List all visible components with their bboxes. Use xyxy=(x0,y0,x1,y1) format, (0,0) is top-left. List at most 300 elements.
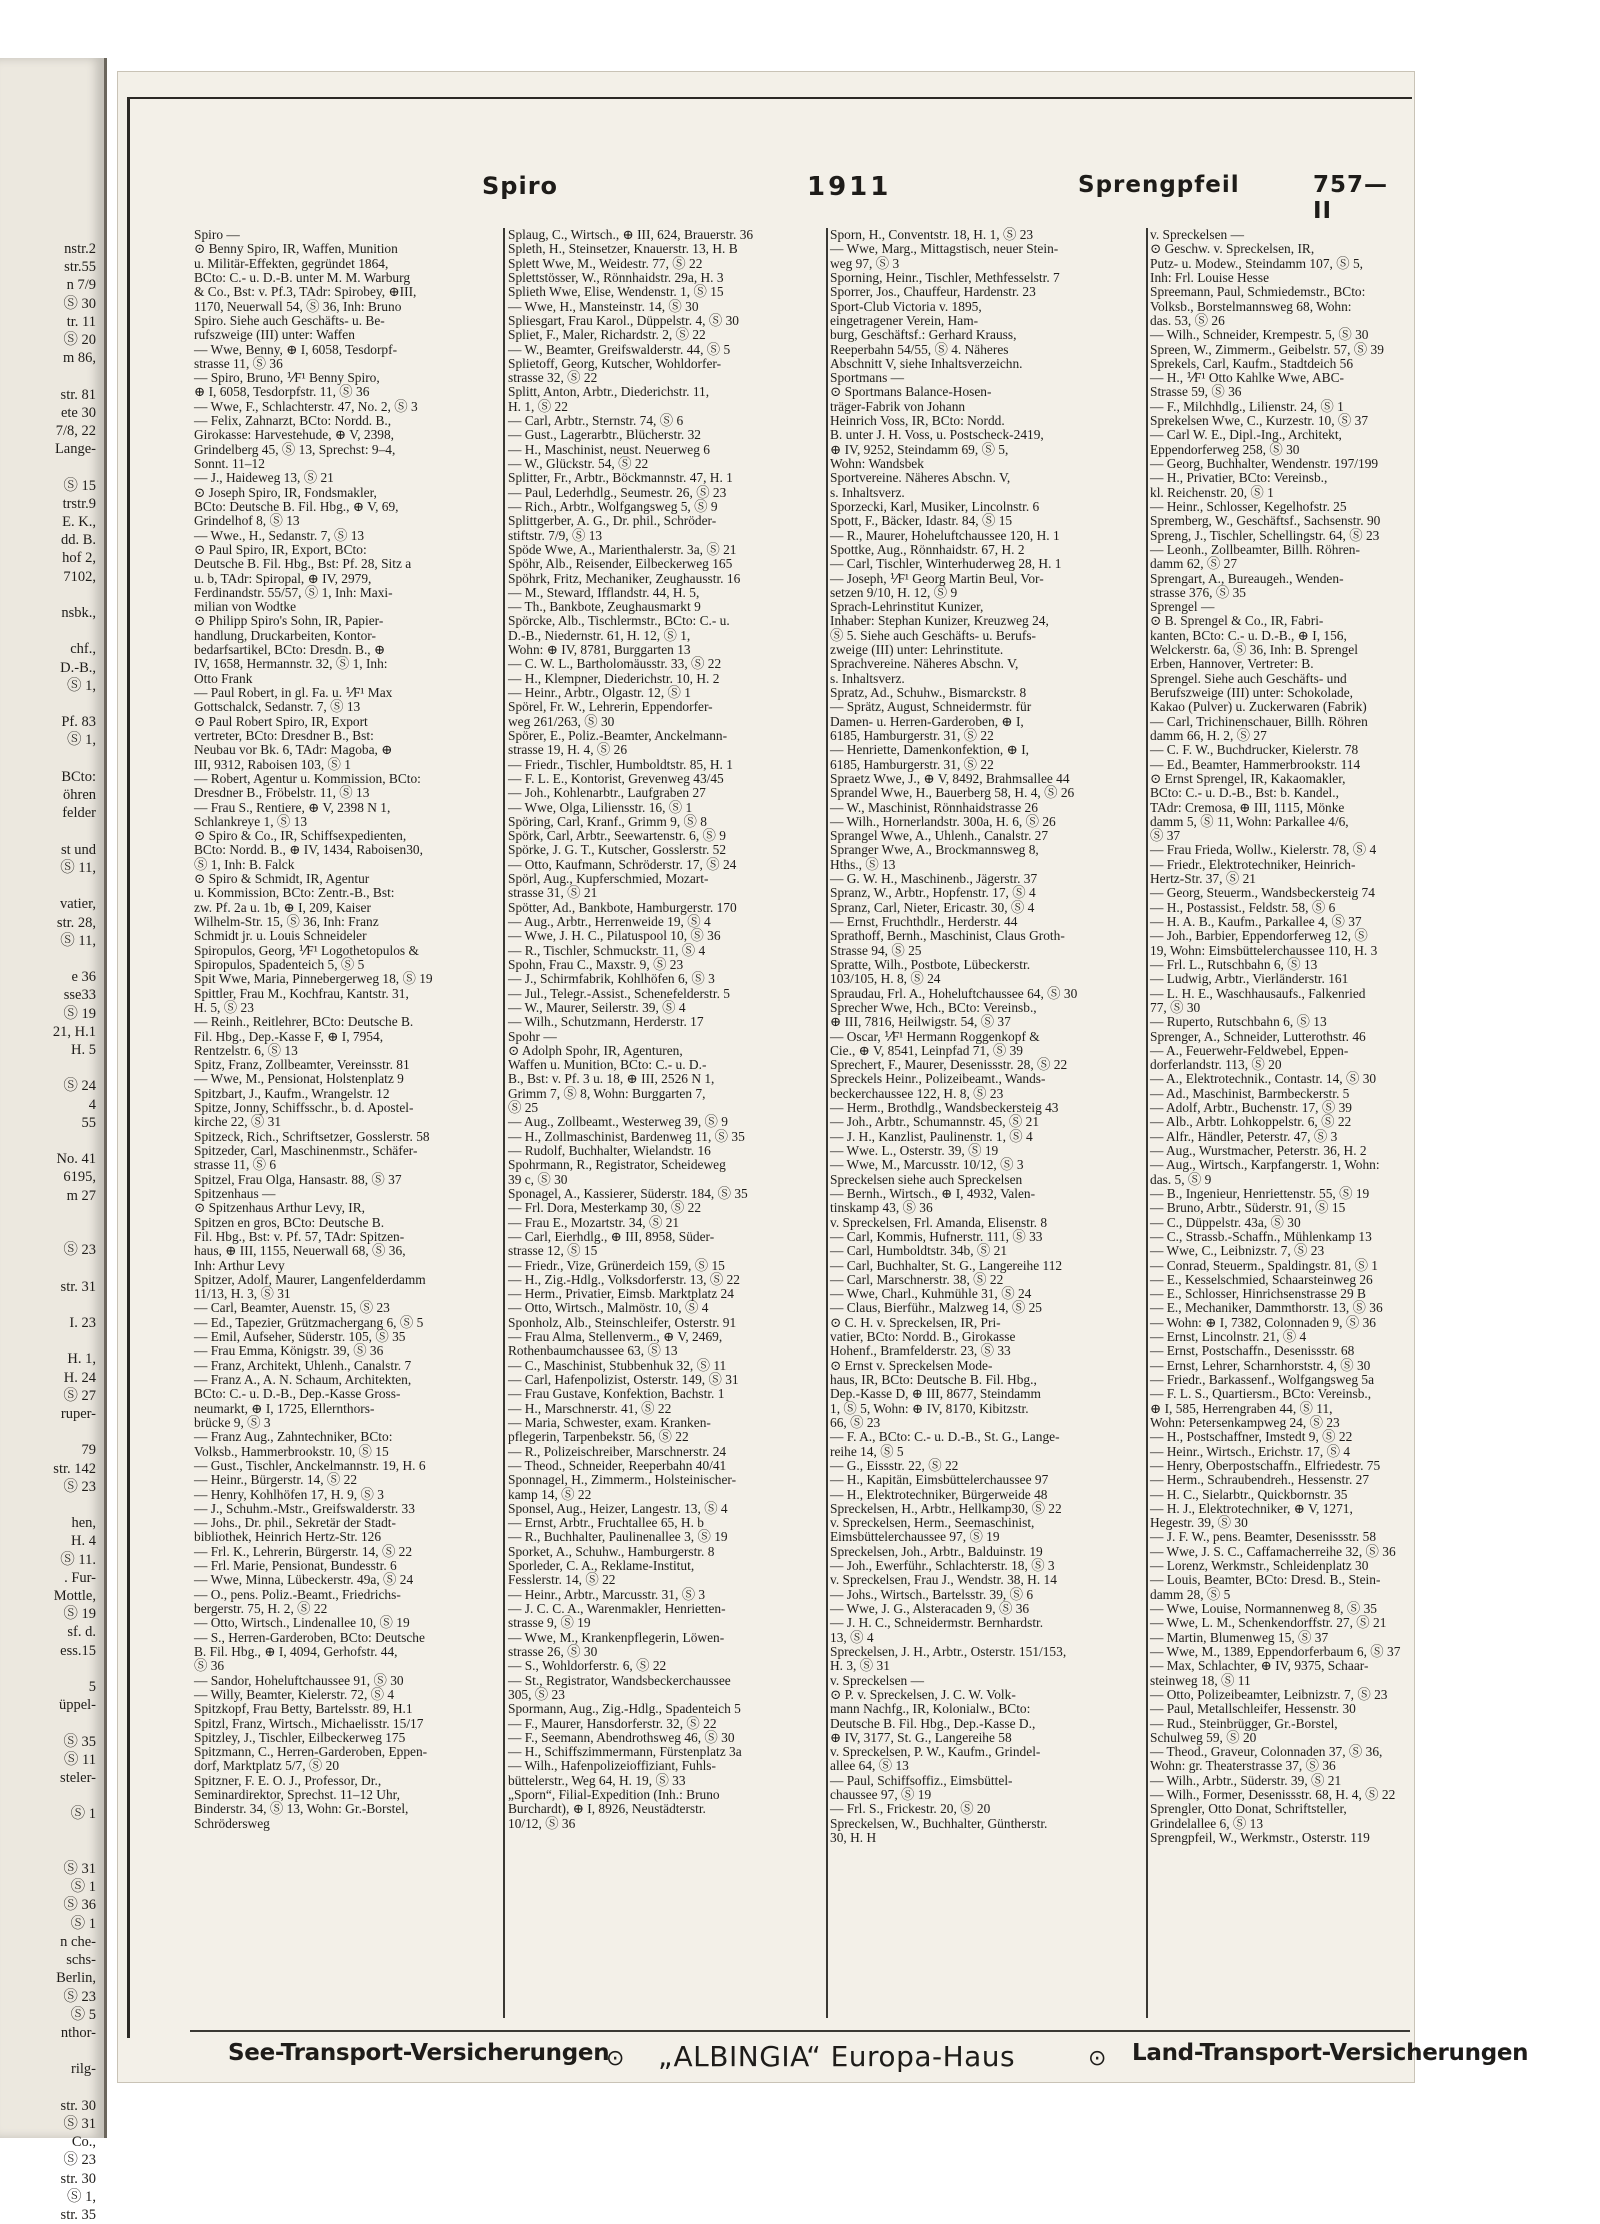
directory-entry-line: Hohenf., Bramfelderstr. 23, Ⓢ 33 xyxy=(830,1343,1011,1359)
directory-entry-line: Wilhelm-Str. 15, Ⓢ 36, Inh: Franz xyxy=(194,914,379,929)
directory-entry-line: — Aug., Wurstmacher, Peterstr. 36, H. 2 xyxy=(1150,1143,1367,1158)
previous-page-fragment: Ⓢ 1, xyxy=(67,2188,96,2205)
directory-entry-line: Deutsche B. Fil. Hbg., Dep.-Kasse D., xyxy=(830,1715,1036,1731)
previous-page-fragment xyxy=(0,1714,96,1732)
directory-entry-line: — Conrad, Steuerm., Spaldingstr. 81, Ⓢ 1 xyxy=(1150,1257,1378,1273)
directory-entry-line: Ⓢ 5. Siehe auch Geschäfts- u. Berufs- xyxy=(830,627,1037,643)
page-header xyxy=(150,172,1390,224)
directory-entry-line: Volksb., Borstelmannsweg 68, Wohn: xyxy=(1150,298,1352,314)
directory-entry-line: strasse 31, Ⓢ 21 xyxy=(508,885,598,901)
directory-entry-line: — Carl, Tischler, Winterhuderweg 28, H. 1 xyxy=(830,556,1062,572)
directory-entry-line: Rentzelstr. 6, Ⓢ 13 xyxy=(194,1042,298,1058)
directory-entry-line: TAdr: Cremosa, ⊕ III, 1115, Mönke xyxy=(1150,799,1345,815)
previous-page-fragment: n che- xyxy=(60,1933,96,1950)
directory-entry-line: — Heinr., Arbtr., Olgastr. 12, Ⓢ 1 xyxy=(508,685,691,700)
directory-entry-line: kamp 14, Ⓢ 22 xyxy=(508,1486,592,1502)
directory-entry-line: Strasse 94, Ⓢ 25 xyxy=(830,942,922,958)
directory-entry-line: ⊙ Adolph Spohr, IR, Agenturen, xyxy=(508,1042,683,1058)
previous-page-fragment: Ⓢ 31 xyxy=(63,1861,96,1878)
directory-entry-line: — E., Mechaniker, Dammthorstr. 13, Ⓢ 36 xyxy=(1150,1300,1383,1316)
directory-entry-line: handlung, Druckarbeiten, Kontor- xyxy=(194,627,376,643)
directory-entry-line: Spreckelsen, W., Buchhalter, Güntherstr. xyxy=(830,1815,1048,1831)
directory-entry-line: Spiropulos, Georg, ⅟F¹ Logothetopulos & xyxy=(194,942,419,958)
directory-entry-line: Spliet, F., Maler, Richardstr. 2, Ⓢ 22 xyxy=(508,327,706,343)
directory-entry-line: — Heinr., Bürgerstr. 14, Ⓢ 22 xyxy=(194,1472,358,1488)
directory-entry-line: Inh: Frl. Louise Hesse xyxy=(1150,269,1270,285)
directory-entry-line: Ⓢ 37 xyxy=(1150,828,1181,844)
directory-entry-line: Spratz, Ad., Schuhw., Bismarckstr. 8 xyxy=(830,685,1027,700)
directory-entry-line: Sprangel Wwe, A., Uhlenh., Canalstr. 27 xyxy=(830,828,1049,844)
page-border-top xyxy=(127,97,1412,99)
directory-entry-line: — Georg, Steuerm., Wandsbeckersteig 74 xyxy=(1150,885,1375,901)
directory-entry-line: Sprengpfeil, W., Werkmstr., Osterstr. 119 xyxy=(1150,1830,1370,1845)
directory-entry-line: — R., Maurer, Hoheluftchaussee 120, H. 1 xyxy=(830,527,1060,543)
previous-page-fragment: Ⓢ 23 xyxy=(63,1988,96,2005)
previous-page-fragment xyxy=(0,2079,96,2097)
directory-entry-line: ⊙ Joseph Spiro, IR, Fondsmakler, xyxy=(194,484,377,500)
directory-entry-line: — G. W. H., Maschinenb., Jägerstr. 37 xyxy=(830,871,1038,887)
directory-entry-line: Splitter, Fr., Arbtr., Böckmannstr. 47, H. 1 xyxy=(508,470,733,486)
previous-page-fragment: 21, H.1 xyxy=(52,1023,96,1040)
previous-page-fragment: . Fur- xyxy=(64,1569,96,1586)
directory-entry-line: Fesslerstr. 14, Ⓢ 22 xyxy=(508,1572,616,1588)
directory-entry-line: Spitzbart, J., Kaufm., Wrangelstr. 12 xyxy=(194,1085,390,1101)
directory-entry-line: v. Spreckelsen — xyxy=(1150,227,1244,242)
advertisement-footer xyxy=(228,2040,1529,2084)
directory-entry-line: Spitzl, Franz, Wirtsch., Michaelisstr. 15/17 xyxy=(194,1715,424,1731)
previous-page-fragment: str. 28, xyxy=(56,914,96,931)
directory-entry-line: burg, Geschäftsf.: Gerhard Krauss, xyxy=(830,327,1017,343)
previous-page-fragment: ete 30 xyxy=(60,404,96,421)
directory-entry-line: Spohn, Frau C., Maxstr. 9, Ⓢ 23 xyxy=(508,956,684,972)
directory-entry-line: 39 c, Ⓢ 30 xyxy=(508,1171,568,1187)
directory-entry-line: — Felix, Zahnarzt, BCto: Nordd. B., xyxy=(194,413,392,429)
directory-entry-line: — S., Herren-Garderoben, BCto: Deutsche xyxy=(194,1629,425,1645)
previous-page-fragment: Berlin, xyxy=(56,1970,96,1987)
directory-entry-line: pflegerin, Tarpenbekstr. 56, Ⓢ 22 xyxy=(508,1429,689,1445)
directory-entry-line: H. 3, Ⓢ 31 xyxy=(830,1658,890,1674)
directory-entry-line: H. 1, Ⓢ 22 xyxy=(508,398,568,414)
directory-entry-line: Spiro. Siehe auch Geschäfts- u. Be- xyxy=(194,312,385,328)
directory-entry-line: — Wwe, Olga, Liliensstr. 16, Ⓢ 1 xyxy=(508,799,693,815)
directory-entry-line: BCto: Nordd. B., ⊕ IV, 1434, Raboisen30, xyxy=(194,842,423,858)
directory-entry-line: Heinrich Voss, IR, BCto: Nordd. xyxy=(830,413,1005,429)
directory-entry-line: träger-Fabrik von Johann xyxy=(830,398,966,414)
previous-page-fragment: Ⓢ 11 xyxy=(63,1751,96,1768)
directory-entry-line: Spöring, Carl, Kranf., Grimm 9, Ⓢ 8 xyxy=(508,813,707,829)
directory-entry-line: — F., Milchhdlg., Lilienstr. 24, Ⓢ 1 xyxy=(1150,398,1344,414)
previous-page-fragment xyxy=(0,1296,96,1314)
directory-entry-line: — Max, Schlachter, ⊕ IV, 9375, Schaar- xyxy=(1150,1658,1369,1674)
directory-entry-line: — L. H. E., Waschhausaufs., Falkenried xyxy=(1150,985,1366,1001)
directory-entry-line: „Sporn“, Filial-Expedition (Inh.: Bruno xyxy=(508,1787,720,1803)
directory-entry-line: — C., Strassb.-Schaffn., Mühlenkamp 13 xyxy=(1150,1228,1372,1244)
directory-entry-line: büttelerstr., Weg 64, H. 19, Ⓢ 33 xyxy=(508,1772,686,1788)
directory-entry-line: Putz- u. Modew., Steindamm 107, Ⓢ 5, xyxy=(1150,255,1363,271)
directory-entry-line: Neubau vor Bk. 6, TAdr: Magoba, ⊕ xyxy=(194,742,393,758)
directory-entry-line: strasse 11, Ⓢ 6 xyxy=(194,1157,277,1173)
directory-entry-line: Sporning, Heinr., Tischler, Methfesselstr. 7 xyxy=(830,269,1060,285)
directory-entry-line: Spöde Wwe, A., Marienthalerstr. 3a, Ⓢ 21 xyxy=(508,541,737,557)
directory-entry-line: Sportvereine. Näheres Abschn. V, xyxy=(830,470,1011,486)
directory-entry-line: — Jul., Telegr.-Assist., Schenefelderstr. 5 xyxy=(508,985,730,1001)
directory-entry-line: Sponagel, A., Kassierer, Süderstr. 184, Ⓢ 35 xyxy=(508,1185,748,1201)
directory-entry-line: ⊙ Spitzenhaus Arthur Levy, IR, xyxy=(194,1200,366,1216)
directory-entry-line: stiftstr. 7/9, Ⓢ 13 xyxy=(508,527,603,543)
directory-entry-line: Splaug, C., Wirtsch., ⊕ III, 624, Brauerstr. 36 xyxy=(508,227,754,242)
directory-entry-line: Spittler, Frau M., Kochfrau, Kantstr. 31, xyxy=(194,985,409,1001)
directory-column-4 xyxy=(1150,228,1480,1845)
directory-entry-line: — Ad., Maschinist, Barmbeckerstr. 5 xyxy=(1150,1085,1350,1101)
directory-entry-line: — Friedr., Barkassenf., Wolfgangsweg 5a xyxy=(1150,1372,1375,1387)
directory-entry-line: ⊙ P. v. Spreckelsen, J. C. W. Volk- xyxy=(830,1686,1016,1702)
directory-entry-line: Sporn, H., Conventstr. 18, H. 1, Ⓢ 23 xyxy=(830,227,1034,242)
directory-entry-line: bibliothek, Heinrich Hertz-Str. 126 xyxy=(194,1529,382,1545)
previous-page-fragment xyxy=(0,2042,96,2060)
previous-page-fragment: nstr.2 xyxy=(64,241,96,257)
directory-entry-line: beckerchaussee 122, H. 8, Ⓢ 23 xyxy=(830,1085,1004,1101)
directory-entry-line: Grimm 7, Ⓢ 8, Wohn: Burggarten 7, xyxy=(508,1085,706,1101)
directory-entry-line: Splietoff, Georg, Kutscher, Wohldorfer- xyxy=(508,355,722,371)
page-border-left xyxy=(127,98,130,2038)
directory-entry-line: Sporket, A., Schuhw., Hamburgerstr. 8 xyxy=(508,1543,715,1559)
directory-entry-line: B., Bst: v. Pf. 3 u. 18, ⊕ III, 2526 N 1, xyxy=(508,1071,715,1087)
directory-entry-line: 1170, Neuerwall 54, Ⓢ 36, Inh: Bruno xyxy=(194,298,402,314)
directory-entry-line: Spörel, Fr. W., Lehrerin, Eppendorfer- xyxy=(508,699,713,715)
directory-entry-line: B. Fil. Hbg., ⊕ I, 4094, Gerhofstr. 44, xyxy=(194,1643,398,1659)
directory-entry-line: kirche 22, Ⓢ 31 xyxy=(194,1114,282,1130)
directory-entry-line: — Ruperto, Rutschbahn 6, Ⓢ 13 xyxy=(1150,1014,1327,1030)
previous-page-fragment: Ⓢ 23 xyxy=(63,1478,96,1495)
directory-entry-line: — Rudolf, Buchhalter, Wielandstr. 16 xyxy=(508,1143,711,1158)
directory-entry-line: Hegestr. 39, Ⓢ 30 xyxy=(1150,1515,1248,1531)
directory-entry-line: Spreckelsen siehe auch Spreckelsen xyxy=(830,1171,1023,1187)
directory-entry-line: Grindelhof 8, Ⓢ 13 xyxy=(194,513,300,529)
previous-page-fragment: 5 xyxy=(88,1679,96,1696)
directory-entry-line: 30, H. H xyxy=(830,1830,877,1845)
directory-entry-line: 13, Ⓢ 4 xyxy=(830,1629,874,1645)
directory-entry-line: — H., Klempner, Diederichstr. 10, H. 2 xyxy=(508,670,720,686)
directory-entry-line: — Robert, Agentur u. Kommission, BCto: xyxy=(194,770,421,786)
directory-entry-line: — Sandor, Hoheluftchaussee 91, Ⓢ 30 xyxy=(194,1672,404,1688)
directory-entry-line: B. unter J. H. Voss, u. Postscheck-2419, xyxy=(830,427,1044,443)
directory-entry-line: Dresdner B., Fröbelstr. 11, Ⓢ 13 xyxy=(194,785,370,801)
directory-entry-line: — C., Maschinist, Stubbenhuk 32, Ⓢ 11 xyxy=(508,1357,727,1373)
directory-entry-line: — Claus, Bierführ., Malzweg 14, Ⓢ 25 xyxy=(830,1300,1042,1316)
directory-entry-line: 103/105, H. 8, Ⓢ 24 xyxy=(830,971,941,987)
previous-page-fragment: Ⓢ 23 xyxy=(63,1242,96,1259)
footer-sea-transport: See-Transport-Versicherungen xyxy=(228,2040,610,2066)
directory-entry-line: — Wwe, M., Marcusstr. 10/12, Ⓢ 3 xyxy=(830,1157,1024,1173)
directory-entry-line: — Franz, Architekt, Uhlenh., Canalstr. 7 xyxy=(194,1357,412,1373)
directory-entry-line: — G., Eissstr. 22, Ⓢ 22 xyxy=(830,1457,959,1473)
directory-entry-line: 6185, Hamburgerstr. 31, Ⓢ 22 xyxy=(830,727,994,743)
directory-entry-line: — Martin, Blumenweg 15, Ⓢ 37 xyxy=(1150,1629,1329,1645)
directory-entry-line: — Carl, Eierhdlg., ⊕ III, 8958, Süder- xyxy=(508,1228,715,1244)
directory-entry-line: — Frau Emma, Königstr. 39, Ⓢ 36 xyxy=(194,1343,384,1359)
directory-entry-line: Sponnagel, H., Zimmerm., Holsteinischer- xyxy=(508,1472,737,1488)
directory-entry-line: — Frau Alma, Stellenverm., ⊕ V, 2469, xyxy=(508,1329,723,1345)
previous-page-fragment xyxy=(0,622,96,640)
directory-entry-line: Berufszweige (III) unter: Schokolade, xyxy=(1150,685,1354,700)
directory-entry-line: — Carl, Buchhalter, St. G., Langereihe 112 xyxy=(830,1257,1063,1273)
directory-entry-line: — Carl W. E., Dipl.-Ing., Architekt, xyxy=(1150,427,1342,443)
directory-entry-line: kanten, BCto: C.- u. D.-B., ⊕ I, 156, xyxy=(1150,627,1347,643)
directory-entry-line: — H. J., Elektrotechniker, ⊕ V, 1271, xyxy=(1150,1500,1353,1516)
directory-entry-line: Sprathoff, Bernh., Maschinist, Claus Groth- xyxy=(830,928,1065,944)
previous-page-fragment xyxy=(0,1842,96,1860)
directory-entry-line: Sporleder, C. A., Reklame-Institut, xyxy=(508,1558,695,1574)
directory-entry-line: — Wwe, M., Pensionat, Holstenplatz 9 xyxy=(194,1071,404,1087)
column-divider xyxy=(1146,228,1148,2018)
directory-entry-line: Dep.-Kasse D, ⊕ III, 8677, Steindamm xyxy=(830,1386,1041,1402)
directory-entry-line: — H., Postschaffner, Imstedt 9, Ⓢ 22 xyxy=(1150,1429,1353,1445)
directory-entry-line: — W., Glückstr. 54, Ⓢ 22 xyxy=(508,456,649,471)
directory-entry-line: — Maria, Schwester, exam. Kranken- xyxy=(508,1414,711,1430)
directory-entry-line: vertreter, BCto: Dresdner B., Bst: xyxy=(194,727,374,743)
column-divider xyxy=(503,228,505,2018)
directory-entry-line: Sporrer, Jos., Chauffeur, Hardenstr. 23 xyxy=(830,284,1036,300)
directory-entry-line: — Wwe, J. H. C., Pilatuspool 10, Ⓢ 36 xyxy=(508,928,721,944)
directory-entry-line: — Louis, Beamter, BCto: Dresd. B., Stein- xyxy=(1150,1572,1381,1588)
previous-page-fragment: rilg- xyxy=(71,2061,96,2078)
directory-entry-line: Schulweg 59, Ⓢ 20 xyxy=(1150,1729,1257,1745)
directory-entry-line: Erben, Hannover, Vertreter: B. xyxy=(1150,656,1314,672)
directory-entry-line: dorferlandstr. 113, Ⓢ 20 xyxy=(1150,1057,1282,1073)
directory-entry-line: D.-B., Niedernstr. 61, H. 12, Ⓢ 1, xyxy=(508,627,691,643)
previous-page-fragment: Ⓢ 27 xyxy=(63,1387,96,1404)
directory-entry-line: — F., Maurer, Hansdorferstr. 32, Ⓢ 22 xyxy=(508,1715,717,1731)
directory-entry-line: Spörcke, Alb., Tischlermstr., BCto: C.- u. xyxy=(508,613,730,629)
directory-entry-line: Sporzecki, Karl, Musiker, Lincolnstr. 6 xyxy=(830,498,1040,514)
directory-entry-line: H. 5, Ⓢ 23 xyxy=(194,999,254,1015)
directory-entry-line: — Franz Aug., Zahntechniker, BCto: xyxy=(194,1429,393,1445)
directory-entry-line: Reeperbahn 54/55, Ⓢ 4. Näheres xyxy=(830,341,1009,357)
directory-entry-line: v. Spreckelsen, Herm., Seemaschinist, xyxy=(830,1515,1035,1531)
previous-page-fragment: m 27 xyxy=(66,1187,96,1204)
previous-page-fragment: ess.15 xyxy=(60,1642,96,1659)
previous-page-fragment: Ⓢ 35 xyxy=(63,1733,96,1750)
directory-entry-line: — H., Kapitän, Eimsbüttelerchaussee 97 xyxy=(830,1472,1049,1488)
directory-entry-line: — Ludwig, Arbtr., Vierländerstr. 161 xyxy=(1150,971,1349,987)
directory-entry-line: steinweg 18, Ⓢ 11 xyxy=(1150,1672,1251,1688)
directory-entry-line: — Heinr., Schlosser, Kegelhofstr. 25 xyxy=(1150,498,1347,514)
directory-entry-line: Fil. Hbg., Bst: v. Pf. 57, TAdr: Spitzen- xyxy=(194,1228,405,1244)
directory-entry-line: Sprach-Lehrinstitut Kunizer, xyxy=(830,599,984,615)
directory-entry-line: Spörl, Aug., Kupferschmied, Mozart- xyxy=(508,871,709,887)
directory-entry-line: — F. L. S., Quartiersm., BCto: Vereinsb., xyxy=(1150,1386,1372,1402)
directory-entry-line: Sprengart, A., Bureaugeh., Wenden- xyxy=(1150,570,1344,586)
previous-page-fragment: trstr.9 xyxy=(62,495,96,512)
previous-page-fragment: Ⓢ 11. xyxy=(60,1551,96,1568)
previous-page-fragment: Ⓢ 1 xyxy=(70,1879,96,1896)
previous-page-fragment: H. 1, xyxy=(67,1351,96,1368)
directory-column-3 xyxy=(830,228,1150,1845)
directory-entry-line: — W., Beamter, Greifswalderstr. 44, Ⓢ 5 xyxy=(508,341,731,357)
directory-entry-line: Spohrmann, R., Registrator, Scheideweg xyxy=(508,1157,726,1173)
directory-entry-line: ⊙ C. H. v. Spreckelsen, IR, Pri- xyxy=(830,1314,1001,1330)
directory-entry-line: Grindelberg 45, Ⓢ 13, Sprechst: 9–4, xyxy=(194,441,396,457)
directory-entry-line: BCto: C.- u. D.-B. unter M. M. Warburg xyxy=(194,269,411,285)
directory-entry-line: — Wilh., Former, Desenissstr. 68, H. 4, Ⓢ 22 xyxy=(1150,1787,1396,1803)
directory-entry-line: — Frl. L., Rutschbahn 6, Ⓢ 13 xyxy=(1150,956,1318,972)
directory-entry-line: Splittgerber, A. G., Dr. phil., Schröder- xyxy=(508,513,717,529)
directory-entry-line: u. b, TAdr: Spiropal, ⊕ IV, 2979, xyxy=(194,570,372,586)
directory-entry-line: — Lorenz, Werkmstr., Schleidenplatz 30 xyxy=(1150,1558,1369,1574)
header-first-entry: Spiro xyxy=(482,172,559,200)
directory-entry-line: Spohr — xyxy=(508,1028,557,1044)
directory-entry-line: Spreckels Heinr., Polizeibeamt., Wands- xyxy=(830,1071,1046,1087)
previous-page-fragment: 6195, xyxy=(63,1169,96,1186)
directory-entry-line: — H., Marschnerstr. 41, Ⓢ 22 xyxy=(508,1400,672,1416)
directory-entry-line: Spörer, E., Poliz.-Beamter, Anckelmann- xyxy=(508,727,728,743)
directory-entry-line: Wohn: Petersenkampweg 24, Ⓢ 23 xyxy=(1150,1414,1340,1430)
directory-entry-line: — Friedr., Elektrotechniker, Heinrich- xyxy=(1150,856,1356,872)
directory-entry-line: Ⓢ 36 xyxy=(194,1658,225,1674)
directory-entry-line: Inhaber: Stephan Kunizer, Kreuzweg 24, xyxy=(830,613,1049,629)
previous-page-fragment xyxy=(0,1059,96,1077)
directory-entry-line: Wohn: ⊕ IV, 8781, Burggarten 13 xyxy=(508,642,691,658)
directory-entry-line: — E., Schlosser, Hinrichsenstrasse 29 B xyxy=(1150,1286,1366,1302)
directory-entry-line: eingetragener Verein, Ham- xyxy=(830,312,979,328)
directory-entry-line: — Paul, Schiffsoffiz., Eimsbüttel- xyxy=(830,1772,1013,1788)
directory-entry-line: bedarfsartikel, BCto: Dresdn. B., ⊕ xyxy=(194,642,386,658)
directory-entry-line: — R., Polizeischreiber, Marschnerstr. 24 xyxy=(508,1443,727,1459)
directory-entry-line: — J., Schirmfabrik, Kohlhöfen 6, Ⓢ 3 xyxy=(508,971,715,987)
directory-entry-line: — Emil, Aufseher, Süderstr. 105, Ⓢ 35 xyxy=(194,1329,406,1345)
directory-entry-line: Volksb., Hammerbrookstr. 10, Ⓢ 15 xyxy=(194,1443,389,1459)
directory-entry-line: strasse 11, Ⓢ 36 xyxy=(194,355,283,371)
directory-entry-line: strasse 19, H. 4, Ⓢ 26 xyxy=(508,742,628,758)
directory-entry-line: — Paul, Metallschleifer, Hessenstr. 30 xyxy=(1150,1701,1356,1717)
directory-entry-line: Spitzley, J., Tischler, Eilbeckerweg 175 xyxy=(194,1729,406,1745)
previous-page-fragment xyxy=(0,695,96,713)
directory-entry-line: — Joh., Kohlenarbtr., Laufgraben 27 xyxy=(508,785,706,801)
directory-entry-line: — Carl, Kommis, Hufnerstr. 111, Ⓢ 33 xyxy=(830,1228,1043,1244)
directory-entry-line: reihe 14, Ⓢ 5 xyxy=(830,1443,904,1459)
directory-entry-line: — Frl. S., Frickestr. 20, Ⓢ 20 xyxy=(830,1801,991,1817)
directory-entry-line: Spitzeder, Carl, Maschinenmstr., Schäfer- xyxy=(194,1143,418,1158)
directory-entry-line: strasse 32, Ⓢ 22 xyxy=(508,370,598,386)
directory-entry-line: Sprecher Wwe, Hch., BCto: Vereinsb., xyxy=(830,999,1037,1015)
previous-page-fragment xyxy=(0,1132,96,1150)
directory-entry-line: — Ernst, Arbtr., Fruchtallee 65, H. b xyxy=(508,1515,704,1531)
previous-page-fragment: str. 142 xyxy=(53,1460,96,1477)
previous-page-fragment: Ⓢ 11, xyxy=(60,859,96,876)
directory-entry-line: Spliesgart, Frau Karol., Düppelstr. 4, Ⓢ 30 xyxy=(508,312,739,328)
directory-entry-line: haus, IR, BCto: Deutsche B. Fil. Hbg., xyxy=(830,1372,1037,1387)
directory-entry-line: Sport-Club Victoria v. 1895, xyxy=(830,298,982,314)
directory-entry-line: ⊙ B. Sprengel & Co., IR, Fabri- xyxy=(1150,613,1324,629)
directory-entry-line: Cie., ⊕ V, 8541, Leinpfad 71, Ⓢ 39 xyxy=(830,1042,1023,1058)
directory-entry-line: — H., Maschinist, neust. Neuerweg 6 xyxy=(508,441,710,457)
directory-entry-line: — Wwe, H., Mansteinstr. 14, Ⓢ 30 xyxy=(508,298,699,314)
directory-entry-line: — H., Postassist., Feldstr. 58, Ⓢ 6 xyxy=(1150,899,1336,915)
directory-entry-line: — Johs., Dr. phil., Sekretär der Stadt- xyxy=(194,1515,396,1531)
directory-entry-line: Sponholz, Alb., Steinschleifer, Osterstr. 91 xyxy=(508,1314,737,1330)
directory-entry-line: Inh: Arthur Levy xyxy=(194,1257,285,1273)
directory-entry-line: — Rud., Steinbrügger, Gr.-Borstel, xyxy=(1150,1715,1338,1731)
directory-entry-line: — Wohn: ⊕ I, 7382, Colonnaden 9, Ⓢ 36 xyxy=(1150,1314,1376,1330)
directory-entry-line: Spott, F., Bäcker, Idastr. 84, Ⓢ 15 xyxy=(830,513,1013,529)
previous-page-fragment: BCto: xyxy=(61,768,96,785)
directory-entry-line: v. Spreckelsen, P. W., Kaufm., Grindel- xyxy=(830,1744,1041,1760)
directory-entry-line: 6185, Hamburgerstr. 31, Ⓢ 22 xyxy=(830,756,994,772)
directory-entry-line: — Frl. Dora, Mesterkamp 30, Ⓢ 22 xyxy=(508,1200,702,1216)
previous-page-fragment: Ⓢ 19 xyxy=(63,1005,96,1022)
previous-page-fragment: Ⓢ 1, xyxy=(67,732,96,749)
previous-page-fragment: m 86, xyxy=(62,350,96,367)
directory-entry-line: strasse 12, Ⓢ 15 xyxy=(508,1243,598,1259)
directory-entry-line: Spormann, Aug., Zig.-Hdlg., Spadenteich 5 xyxy=(508,1701,741,1717)
directory-entry-line: Sponsel, Aug., Heizer, Langestr. 13, Ⓢ 4 xyxy=(508,1500,728,1516)
directory-entry-line: Spiropulos, Spadenteich 5, Ⓢ 5 xyxy=(194,956,365,972)
directory-entry-line: — Wwe, Minna, Lübeckerstr. 49a, Ⓢ 24 xyxy=(194,1572,414,1588)
directory-entry-line: — Reinh., Reitlehrer, BCto: Deutsche B. xyxy=(194,1014,414,1030)
directory-entry-line: — Paul, Lederhdlg., Seumestr. 26, Ⓢ 23 xyxy=(508,484,727,500)
directory-entry-line: Sprengel — xyxy=(1150,599,1215,615)
previous-page-fragment: sse33 xyxy=(63,987,96,1004)
directory-entry-line: — Ed., Beamter, Hammerbrookstr. 114 xyxy=(1150,756,1361,772)
directory-entry-line: — W., Maurer, Seilerstr. 39, Ⓢ 4 xyxy=(508,999,686,1015)
previous-page-fragment xyxy=(0,750,96,768)
directory-entry-line: III, 9312, Raboisen 103, Ⓢ 1 xyxy=(194,756,351,772)
footer-company: „ALBINGIA“ Europa-Haus xyxy=(658,2040,1016,2073)
directory-entry-line: — Wilh., Arbtr., Süderstr. 39, Ⓢ 21 xyxy=(1150,1772,1342,1788)
directory-entry-line: Seminardirektor, Sprechst. 11–12 Uhr, xyxy=(194,1787,400,1803)
directory-entry-line: — Theod., Schneider, Reeperbahn 40/41 xyxy=(508,1457,727,1473)
directory-entry-line: — Georg, Buchhalter, Wendenstr. 197/199 xyxy=(1150,456,1379,471)
directory-entry-line: Spottke, Aug., Rönnhaidstr. 67, H. 2 xyxy=(830,541,1025,557)
previous-page-fragment: Ⓢ 23 xyxy=(63,2152,96,2169)
directory-entry-line: rufszweige (III) unter: Waffen xyxy=(194,327,355,343)
directory-entry-line: Schrödersweg xyxy=(194,1815,270,1831)
directory-entry-line: — A., Feuerwehr-Feldwebel, Eppen- xyxy=(1150,1042,1349,1058)
directory-entry-line: — J. H. C., Schneidermstr. Bernhardstr. xyxy=(830,1615,1044,1631)
directory-entry-line: — Henry, Oberpostschaffn., Elfriedestr. 75 xyxy=(1150,1457,1381,1473)
directory-entry-line: — C. W. L., Bartholomäusstr. 33, Ⓢ 22 xyxy=(508,656,722,672)
directory-entry-line: — Wwe, M., Krankenpflegerin, Löwen- xyxy=(508,1629,725,1645)
previous-page-fragment: öhren xyxy=(62,787,96,804)
directory-entry-line: Spranger Wwe, A., Brockmannsweg 8, xyxy=(830,842,1039,858)
directory-entry-line: — J. H., Kanzlist, Paulinenstr. 1, Ⓢ 4 xyxy=(830,1128,1033,1144)
directory-entry-line: — Wilh., Hornerlandstr. 300a, H. 6, Ⓢ 26 xyxy=(830,813,1056,829)
directory-entry-line: — J., Schuhm.-Mstr., Greifswalderstr. 33 xyxy=(194,1500,415,1516)
directory-entry-line: zweige (III) unter: Lehrinstitute. xyxy=(830,642,1004,658)
previous-page-fragment: hof 2, xyxy=(62,550,96,567)
directory-entry-line: — Wilh., Schutzmann, Herderstr. 17 xyxy=(508,1014,704,1030)
directory-column-1 xyxy=(194,228,520,1831)
header-page-number: 757—II xyxy=(1313,172,1389,224)
directory-entry-line: — H., ⅟F¹ Otto Kahlke Wwe, ABC- xyxy=(1150,370,1344,386)
previous-page-fragment: Ⓢ 1 xyxy=(70,1915,96,1932)
previous-page-fragment: Ⓢ 11, xyxy=(60,932,96,949)
directory-entry-line: 66, Ⓢ 23 xyxy=(830,1414,881,1430)
directory-entry-line: ⊙ Paul Spiro, IR, Export, BCto: xyxy=(194,541,367,557)
directory-entry-line: — Friedr., Vize, Grünerdeich 159, Ⓢ 15 xyxy=(508,1257,725,1273)
directory-entry-line: Spöhrk, Fritz, Mechaniker, Zeughausstr. 16 xyxy=(508,570,741,586)
directory-entry-line: 10/12, Ⓢ 36 xyxy=(508,1815,576,1831)
directory-entry-line: Sprachvereine. Näheres Abschn. V, xyxy=(830,656,1019,672)
directory-entry-line: — Bruno, Arbtr., Süderstr. 91, Ⓢ 15 xyxy=(1150,1200,1346,1216)
directory-entry-line: damm 62, Ⓢ 27 xyxy=(1150,556,1238,572)
directory-entry-line: Wohn: Wandsbek xyxy=(830,456,924,471)
previous-page-fragment xyxy=(0,1824,96,1842)
directory-entry-line: Spitze, Jonny, Schiffsschr., b. d. Apostel- xyxy=(194,1100,414,1116)
directory-entry-line: — Adolf, Arbtr., Buchenstr. 17, Ⓢ 39 xyxy=(1150,1100,1352,1116)
directory-entry-line: Sprengel. Siehe auch Geschäfts- und xyxy=(1150,670,1347,686)
directory-entry-line: Spitzer, Adolf, Maurer, Langenfelderdamm xyxy=(194,1271,426,1287)
